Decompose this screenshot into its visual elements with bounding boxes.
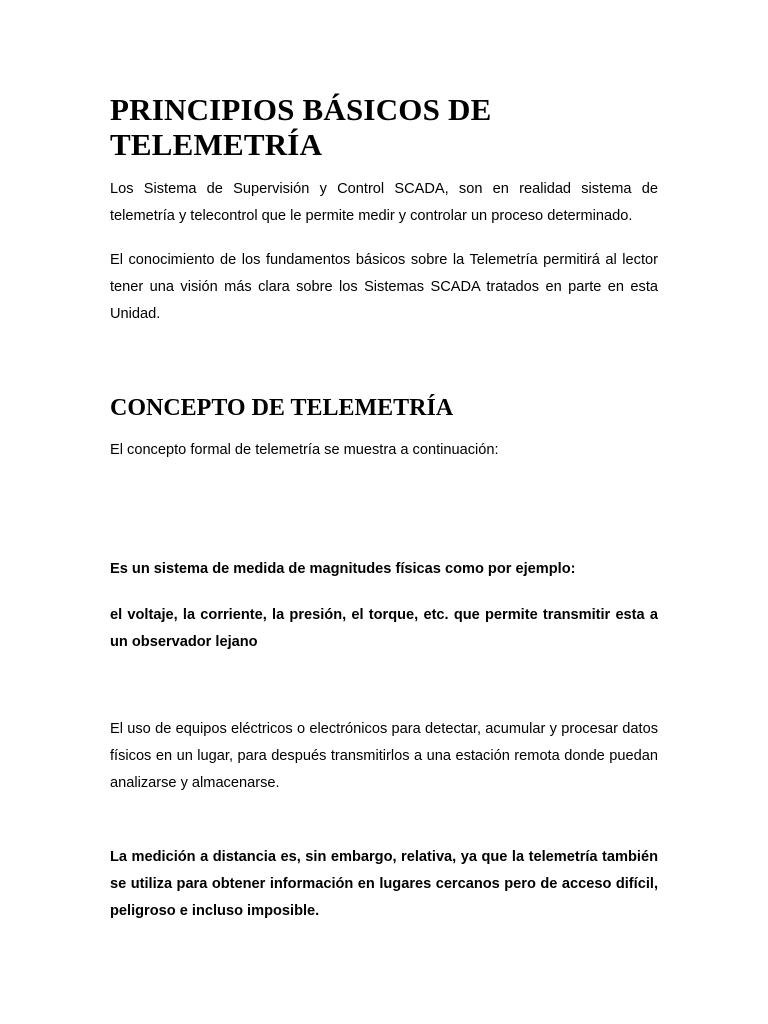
page-title: PRINCIPIOS BÁSICOS DE TELEMETRÍA (110, 92, 492, 162)
definition-line-1: Es un sistema de medida de magnitudes físicas como por ejemplo: (110, 561, 576, 577)
intro-paragraph-2: El conocimiento de los fundamentos básicos sobre la Telemetría permitirá al lector tener una visión más clara sobre los Sistemas SCADA tratados en parte en esta Unidad. (110, 252, 658, 322)
usage-paragraph: El uso de equipos eléctricos o electrónicos para detectar, acumular y procesar datos físicos en un lugar, para después transmitirlos a una estación remota donde puedan analizarse y almacenarse. (110, 721, 658, 791)
document-body (110, 92, 658, 925)
concept-intro: El concepto formal de telemetría se muestra a continuación: (110, 442, 499, 458)
definition-line-2: el voltaje, la corriente, la presión, el torque, etc. que permite transmitir esta a un observador lejano (110, 607, 658, 650)
section-heading: CONCEPTO DE TELEMETRÍA (110, 395, 454, 421)
intro-paragraph-1: Los Sistema de Supervisión y Control SCADA, son en realidad sistema de telemetría y telecontrol que le permite medir y controlar un proceso determinado. (110, 181, 658, 224)
closing-paragraph: La medición a distancia es, sin embargo, relativa, ya que la telemetría también se utiliza para obtener información en lugares cercanos pero de acceso difícil, peligroso e incluso imposible. (110, 849, 658, 919)
